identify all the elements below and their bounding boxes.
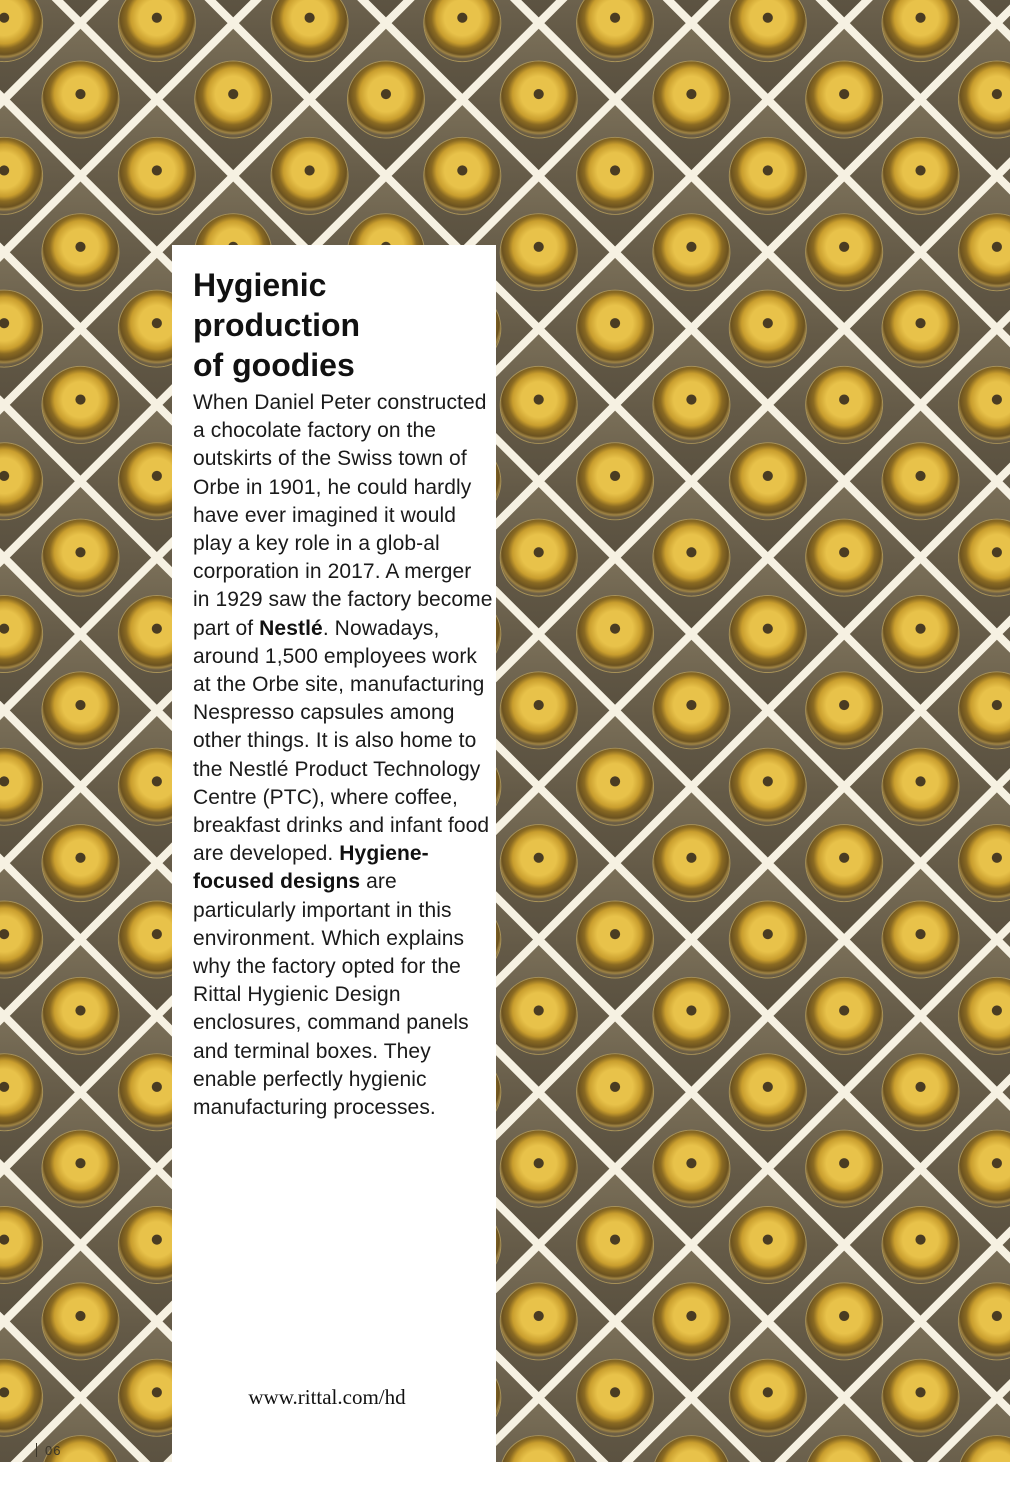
page-number (36, 1443, 61, 1458)
coffee-capsule-image (27, 1115, 134, 1222)
coffee-capsule-image (790, 962, 897, 1069)
coffee-capsule-image (714, 1191, 821, 1298)
coffee-capsule-image (561, 733, 668, 840)
coffee-capsule-image (867, 1191, 974, 1298)
coffee-capsule-image (409, 122, 516, 229)
coffee-capsule-image (485, 1115, 592, 1222)
coffee-capsule-image (561, 1038, 668, 1145)
coffee-capsule-image (790, 198, 897, 305)
coffee-capsule-image (638, 46, 745, 153)
article-title (193, 265, 483, 385)
body-bold-hygiene: Hygiene-focused designs (193, 842, 429, 894)
title-line-1: Hygienic (193, 267, 327, 303)
coffee-capsule-image (561, 580, 668, 687)
coffee-capsule-image (27, 1268, 134, 1375)
coffee-capsule-image (714, 886, 821, 993)
coffee-capsule-image (485, 1268, 592, 1375)
coffee-capsule-image (561, 1191, 668, 1298)
coffee-capsule-image (27, 962, 134, 1069)
article-body (193, 389, 493, 1122)
coffee-capsule-image (790, 1115, 897, 1222)
page-number-value: 06 (45, 1443, 62, 1458)
coffee-capsule-image (790, 504, 897, 611)
body-bold-nestle: Nestlé (259, 616, 323, 640)
coffee-capsule-image (27, 351, 134, 458)
coffee-capsule-image (790, 657, 897, 764)
coffee-capsule-image (638, 809, 745, 916)
coffee-capsule-image (561, 886, 668, 993)
coffee-capsule-image (485, 351, 592, 458)
coffee-capsule-image (485, 504, 592, 611)
coffee-capsule-image (867, 580, 974, 687)
coffee-capsule-image (638, 1268, 745, 1375)
coffee-capsule-image (867, 1344, 974, 1451)
coffee-capsule-image (714, 1344, 821, 1451)
coffee-capsule-image (561, 275, 668, 382)
coffee-capsule-image (638, 504, 745, 611)
coffee-capsule-image (27, 504, 134, 611)
coffee-capsule-image (638, 198, 745, 305)
coffee-capsule-image (27, 46, 134, 153)
coffee-capsule-image (714, 428, 821, 535)
coffee-capsule-image (561, 428, 668, 535)
coffee-capsule-image (485, 809, 592, 916)
coffee-capsule-image (485, 657, 592, 764)
coffee-capsule-image (485, 46, 592, 153)
coffee-capsule-image (638, 1115, 745, 1222)
coffee-capsule-image (638, 657, 745, 764)
coffee-capsule-image (790, 809, 897, 916)
title-line-2: production (193, 307, 361, 343)
coffee-capsule-image (790, 46, 897, 153)
body-segment: When Daniel Peter constructed a chocolate factory on the outskirts of the Swiss town of Orbe in 1901, he could hardly have ever imagined it would play a key role in a glob-al corporation in 2017. A merger in 1929 saw the factory become part of (193, 391, 493, 640)
coffee-capsule-image (409, 0, 516, 77)
coffee-capsule-image (561, 1344, 668, 1451)
coffee-capsule-image (867, 886, 974, 993)
coffee-capsule-image (256, 0, 363, 77)
body-segment: are particularly important in this environment. Which explains why the factory opted for the Rittal Hygienic Design enclosures, command panels and terminal boxes. They enable perfectly hygienic manufacturing processes. (193, 870, 469, 1120)
coffee-capsule-image (867, 428, 974, 535)
coffee-capsule-image (103, 122, 210, 229)
coffee-capsule-image (867, 275, 974, 382)
coffee-capsule-image (638, 962, 745, 1069)
coffee-capsule-image (27, 657, 134, 764)
title-line-3: of goodies (193, 347, 355, 383)
page-number-divider (36, 1443, 37, 1457)
coffee-capsule-image (27, 198, 134, 305)
coffee-capsule-image (714, 580, 821, 687)
coffee-capsule-image (714, 275, 821, 382)
website-link[interactable]: www.rittal.com/hd (248, 1385, 406, 1409)
coffee-capsule-image (867, 0, 974, 77)
coffee-capsule-image (103, 0, 210, 77)
article-panel (172, 245, 496, 1462)
coffee-capsule-image (638, 351, 745, 458)
coffee-capsule-image (485, 962, 592, 1069)
coffee-capsule-image (790, 1268, 897, 1375)
coffee-capsule-image (27, 809, 134, 916)
coffee-capsule-image (867, 122, 974, 229)
body-segment: . Nowadays, around 1,500 employees work at the Orbe site, manufacturing Nespresso capsules among other things. It is also home to the Nestlé Product Technology Centre (PTC), where coffee, breakfast drinks and infant food are developed. (193, 616, 490, 866)
coffee-capsule-image (714, 122, 821, 229)
coffee-capsule-image (179, 46, 286, 153)
coffee-capsule-image (867, 733, 974, 840)
coffee-capsule-image (256, 122, 363, 229)
coffee-capsule-image (332, 46, 439, 153)
coffee-capsule-image (561, 0, 668, 77)
coffee-capsule-image (714, 0, 821, 77)
coffee-capsule-image (867, 1038, 974, 1145)
coffee-capsule-image (485, 198, 592, 305)
coffee-capsule-image (790, 351, 897, 458)
coffee-capsule-image (714, 1038, 821, 1145)
coffee-capsule-image (714, 733, 821, 840)
coffee-capsule-image (561, 122, 668, 229)
